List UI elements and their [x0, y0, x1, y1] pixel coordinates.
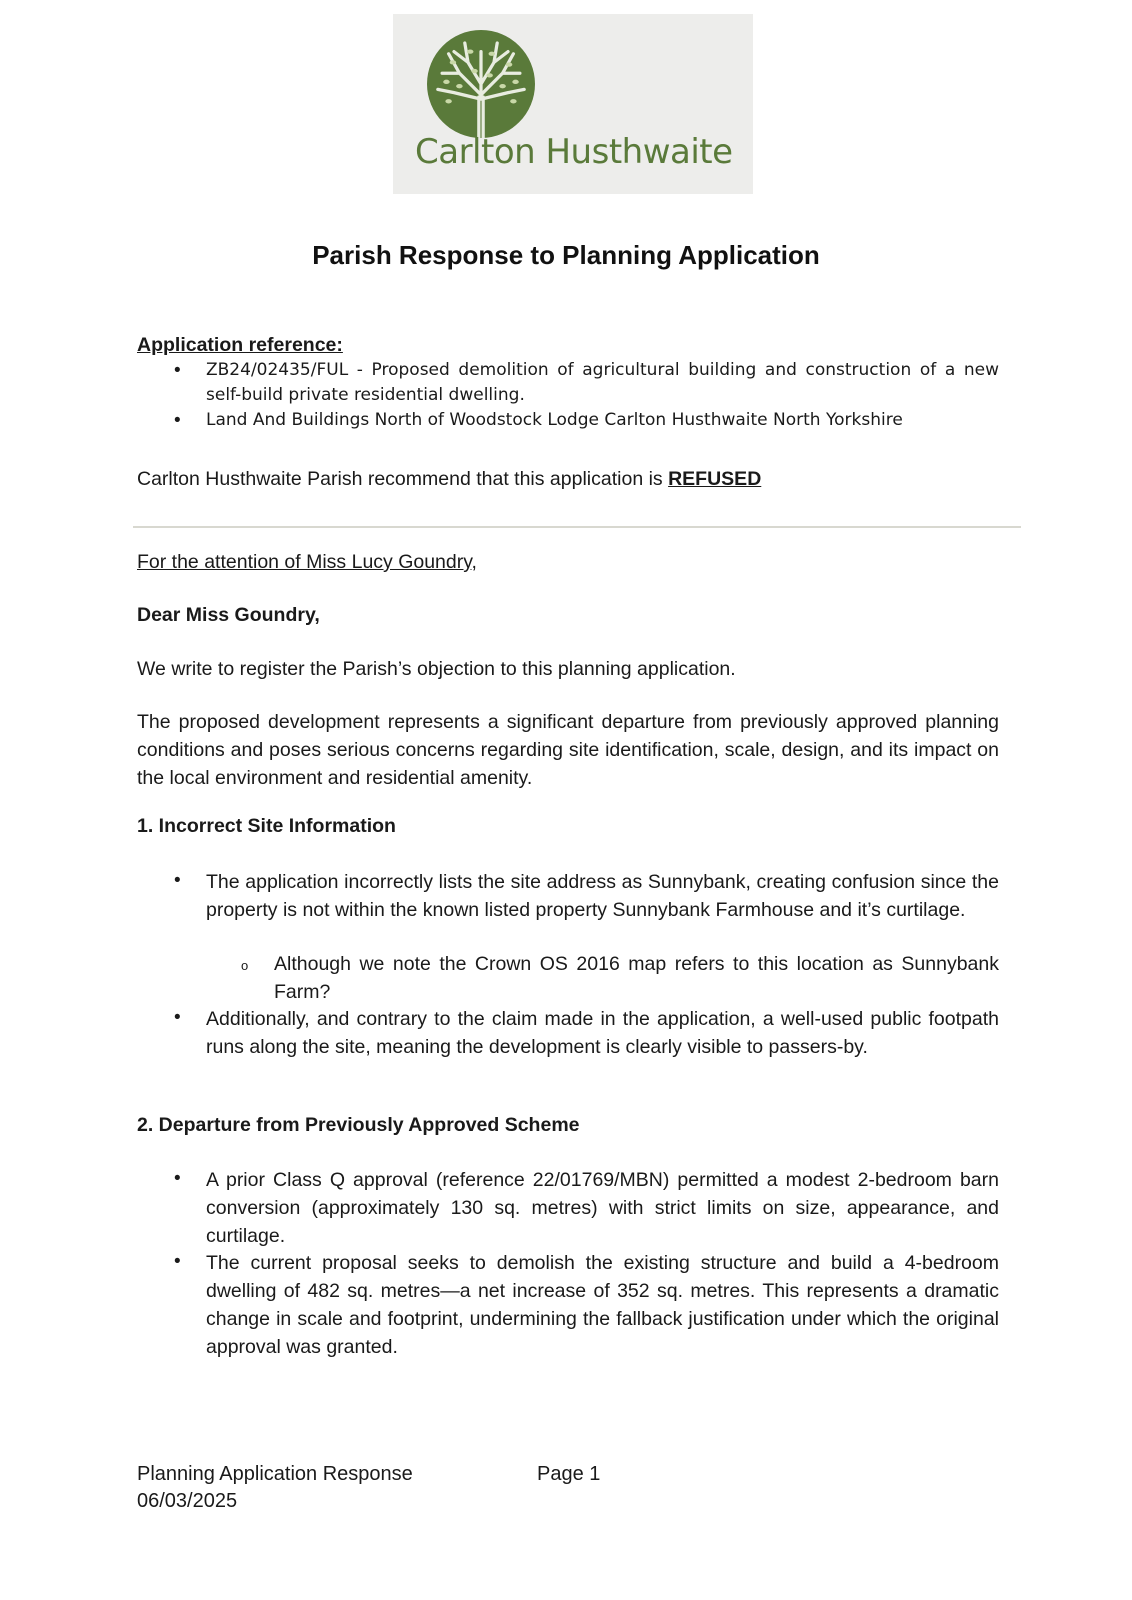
bullet-icon: • — [174, 1168, 181, 1189]
section-bullet: The application incorrectly lists the site address as Sunnybank, creating confusion since the property is not within the known listed property Sunnybank Farmhouse and it’s curtilage. — [206, 871, 999, 921]
bullet-icon: • — [174, 1007, 181, 1028]
sub-bullet-icon: o — [241, 958, 249, 973]
divider — [133, 526, 1021, 528]
bullet-icon: • — [174, 1251, 181, 1272]
tree-icon — [427, 30, 535, 138]
page-title: Parish Response to Planning Application — [312, 240, 820, 270]
application-item: Land And Buildings North of Woodstock Lodge Carlton Husthwaite North Yorkshire — [206, 410, 903, 430]
application-item: ZB24/02435/FUL - Proposed demolition of agricultural building and construction of a new self-build private residential dwelling. — [206, 360, 999, 405]
bullet-icon: • — [174, 360, 181, 381]
bullet-icon: • — [174, 410, 181, 431]
application-reference-label: Application reference: — [137, 334, 343, 356]
parish-logo — [393, 14, 753, 194]
recommendation-decision: REFUSED — [668, 468, 762, 490]
section-bullet: The current proposal seeks to demolish the existing structure and build a 4-bedroom dwelling of 482 sq. metres—a net increase of 352 sq. metres. This represents a dramatic change in scale and footprint, undermining the fallback justification under which the original approval was granted. — [206, 1252, 999, 1358]
salutation: Dear Miss Goundry, — [137, 604, 320, 626]
recommendation — [137, 465, 999, 493]
attention-text: For the attention of Miss Lucy Goundry, — [137, 551, 477, 573]
section-heading: 2. Departure from Previously Approved Scheme — [137, 1114, 580, 1136]
section-bullet: A prior Class Q approval (reference 22/01769/MBN) permitted a modest 2-bedroom barn conversion (approximately 130 sq. metres) with strict limits on size, appearance, and curtilage. — [206, 1169, 999, 1247]
footer-page-number: Page 1 — [537, 1463, 601, 1485]
footer-date: 06/03/2025 — [137, 1490, 238, 1512]
intro-paragraph: We write to register the Parish’s objection to this planning application. — [137, 658, 736, 680]
attention-line — [137, 548, 999, 576]
summary-paragraph: The proposed development represents a significant departure from previously approved planning conditions and poses serious concerns regarding site identification, scale, design, and its impact on the local environment and residential amenity. — [137, 711, 999, 789]
recommendation-text: Carlton Husthwaite Parish recommend that this application is — [137, 468, 669, 490]
logo-text: Carlton Husthwaite — [415, 132, 733, 172]
footer-doc-name: Planning Application Response — [137, 1463, 413, 1485]
section-sub-bullet: Although we note the Crown OS 2016 map refers to this location as Sunnybank Farm? — [274, 953, 999, 1003]
section-heading: 1. Incorrect Site Information — [137, 815, 396, 837]
section-bullet: Additionally, and contrary to the claim made in the application, a well-used public footpath runs along the site, meaning the development is clearly visible to passers-by. — [206, 1008, 999, 1058]
bullet-icon: • — [174, 870, 181, 891]
